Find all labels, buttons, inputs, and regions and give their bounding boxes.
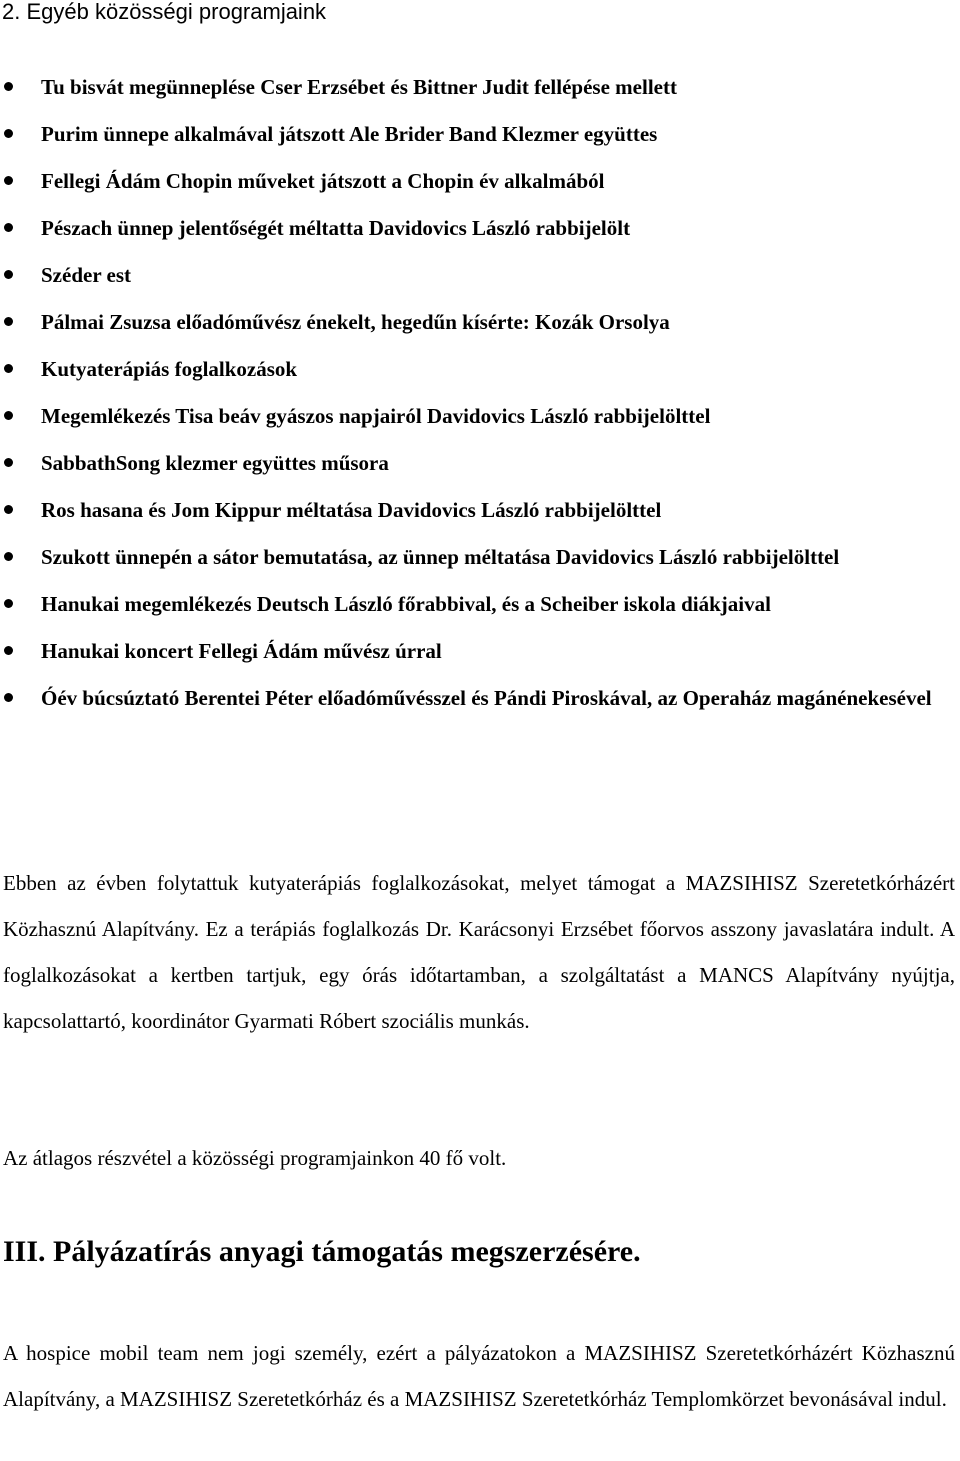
bullet-icon (4, 458, 13, 467)
list-item (0, 299, 960, 346)
program-text: Purim ünnepe alkalmával játszott Ale Brider Band Klezmer együttes (41, 122, 658, 146)
list-item (0, 581, 960, 628)
therapy-paragraph: Ebben az évben folytattuk kutyaterápiás foglalkozásokat, melyet támogat a MAZSIHISZ Szeretetkórházért Közhasznú Alapítvány. Ez a terápiás foglalkozás Dr. Karácsonyi Erzsébet főorvos asszony javaslatára indult. A foglalkozásokat a kertben tartjuk, egy órás időtartamban, a szolgáltatást a MANCS Alapítvány nyújtja, kapcsolattartó, koordinátor Gyarmati Róbert szociális munkás. (3, 871, 955, 1033)
bullet-icon (4, 693, 13, 702)
bullet-icon (4, 364, 13, 373)
program-text: Fellegi Ádám Chopin műveket játszott a Chopin év alkalmából (41, 169, 605, 193)
bullet-icon (4, 82, 13, 91)
chapter-heading: III. Pályázatírás anyagi támogatás megszerzésére. (3, 1235, 641, 1268)
program-list (0, 64, 960, 722)
bullet-icon (4, 599, 13, 608)
bullet-icon (4, 552, 13, 561)
section-title: 2. Egyéb közösségi programjaink (2, 0, 327, 24)
program-text: Pálmai Zsuzsa előadóművész énekelt, hegedűn kísérte: Kozák Orsolya (41, 310, 670, 334)
program-text: SabbathSong klezmer együttes műsora (41, 451, 389, 475)
bullet-icon (4, 223, 13, 232)
list-item (0, 628, 960, 675)
list-item (0, 487, 960, 534)
program-text: Óév búcsúztató Berentei Péter előadóművésszel és Pándi Piroskával, az Operaház magánénekesével (41, 686, 932, 710)
list-item (0, 158, 960, 205)
program-text: Kutyaterápiás foglalkozások (41, 357, 298, 381)
program-text: Széder est (41, 263, 131, 287)
list-item (0, 64, 960, 111)
list-item (0, 346, 960, 393)
program-text: Tu bisvát megünneplése Cser Erzsébet és Bittner Judit fellépése mellett (41, 75, 677, 99)
attendance-paragraph: Az átlagos részvétel a közösségi programjainkon 40 fő volt. (3, 1146, 507, 1170)
bullet-icon (4, 411, 13, 420)
list-item (0, 440, 960, 487)
program-text: Pészach ünnep jelentőségét méltatta Davidovics László rabbijelölt (41, 216, 631, 240)
bullet-icon (4, 129, 13, 138)
bullet-icon (4, 270, 13, 279)
bullet-icon (4, 646, 13, 655)
list-item (0, 252, 960, 299)
bullet-icon (4, 505, 13, 514)
program-text: Hanukai megemlékezés Deutsch László főrabbival, és a Scheiber iskola diákjaival (41, 592, 771, 616)
list-item (0, 111, 960, 158)
program-text: Hanukai koncert Fellegi Ádám művész úrral (41, 639, 442, 663)
program-text: Ros hasana és Jom Kippur méltatása Davidovics László rabbijelölttel (41, 498, 662, 522)
bullet-icon (4, 176, 13, 185)
list-item (0, 675, 960, 722)
list-item (0, 393, 960, 440)
list-item (0, 205, 960, 252)
program-text: Megemlékezés Tisa beáv gyászos napjairól Davidovics László rabbijelölttel (41, 404, 711, 428)
program-text: Szukott ünnepén a sátor bemutatása, az ünnep méltatása Davidovics László rabbijelölttel (41, 545, 840, 569)
bullet-icon (4, 317, 13, 326)
list-item (0, 534, 960, 581)
grant-paragraph: A hospice mobil team nem jogi személy, ezért a pályázatokon a MAZSIHISZ Szeretetkórházért Közhasznú Alapítvány, a MAZSIHISZ Szeretetkórház és a MAZSIHISZ Szeretetkórház Templomkörzet bevonásával indul. (3, 1341, 955, 1411)
